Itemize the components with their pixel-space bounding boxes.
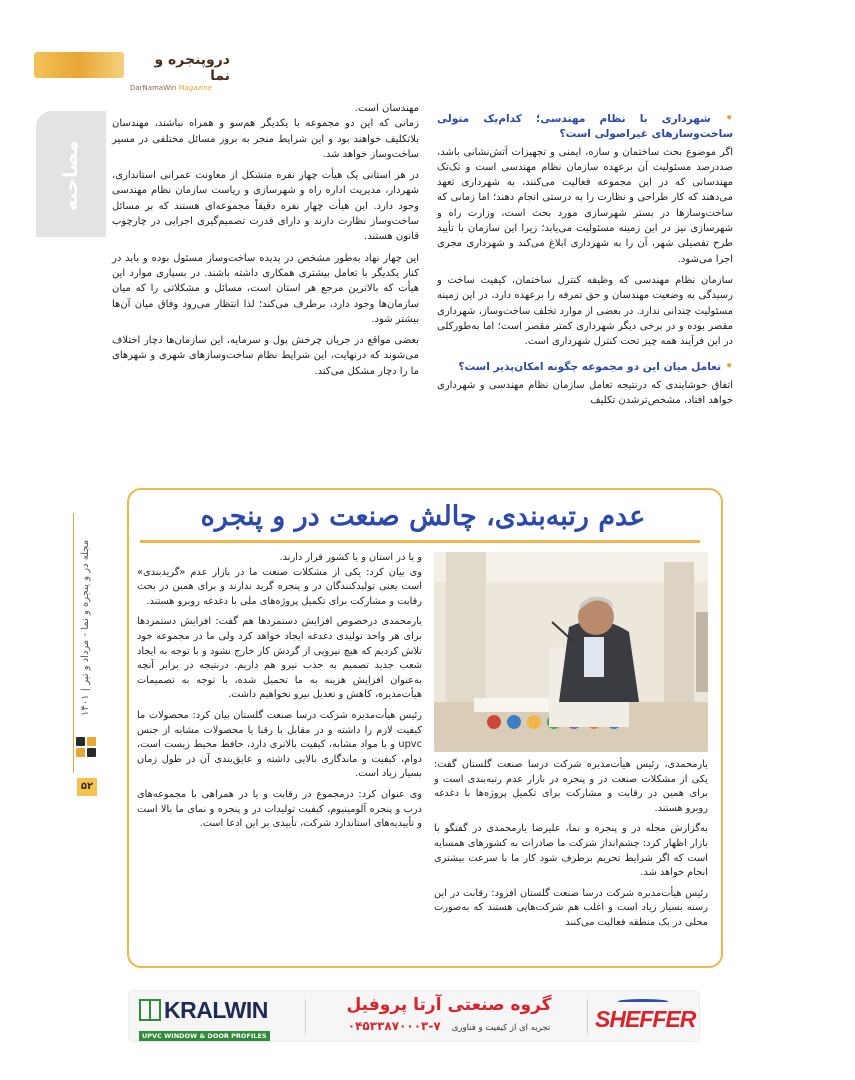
ad-company-name: گروه صنعتی آرتا پروفیل [346,995,552,1015]
feature-left-column [137,551,422,838]
feature-banner [127,490,719,542]
ad-company-block [319,995,579,1034]
advertisement-banner[interactable] [128,990,700,1042]
right-column [437,111,733,414]
right-heading-1-text: شهرداری با نظام مهندسی؛ کدام‌یک متولی ساخت‌وسازهای غیراصولی است؟ [437,113,733,141]
kralwin-logo-mark [139,997,299,1023]
feature-right-column [434,758,708,937]
kralwin-logo [139,996,299,1040]
bullet-icon: • [721,359,733,374]
feature-paragraph: وی عنوان کرد: درمجموع در رقابت و یا در همراهی با مجموعه‌های درب و پنجره آلومینیوم، کیفیت تولیدات در و پنجره و نمای ما بالا است و تأییدیه‌های استاندارد شرکت، تأییدی بر این ادعا است. [137,788,422,830]
page-number: ۵۲ [77,778,97,796]
masthead-subtitle [130,84,230,93]
issue-info: مجله در و پنجره و نما - مرداد و تیر | ۱۴۰۱ [80,540,91,717]
left-paragraph: زمانی که این دو مجموعه با یکدیگر هم‌سو و همراه نباشند، مهندسان بلاتکلیف خواهند بود و این شرایط منجر به بروز مسائل مختلفی در مسیر ساخت‌وساز خواهد شد. [112,118,419,160]
masthead-text [130,52,230,93]
ad-divider [305,999,306,1035]
section-tab [36,111,106,237]
speaker-photo [434,552,708,752]
feature-paragraph: یارمحمدی درخصوص افزایش دستمزدها هم گفت: افزایش دستمزدها برای هر واحد تولیدی دغدغه ایجاد خواهد کرد ولی ما در مجموعه خود تلاش کردیم که هیچ نیرویی از گردش کار خارج نشود و با توجه به ایجاد شعب جدید تصمیم به جذب نیرو هم داریم. درنتیجه در برابر آنچه به‌عنوان افزایش هزینه به ما تحمیل شده، با توجه به تصمیمات هیأت‌مدیره، کاهش و تعدیل نیرو نخواهیم داشت. [137,616,422,701]
feature-paragraph: یارمحمدی، رئیس هیأت‌مدیره شرکت درسا صنعت گلستان گفت: یکی از مشکلات صنعت در و پنجره در بازار عدم رتبه‌بندی است و برای همین در رقابت و مشارکت برای تکمیل پروژه‌ها با دغدغه روبرو هستند. [434,759,708,814]
right-paragraph: سازمان نظام مهندسی که وظیفه کنترل ساختمان، کیفیت ساخت و رسیدگی به وضعیت مهندسان و حق تمرفه را برعهده دارد، در این زمینه مسئولیت چندانی ندارد. در بعضی از موارد تخلف ساخت‌وساز، شهرداری مقصر بوده و در برخی دیگر شهرداری کمتر مقصر است؛ اما به‌طورکلی در این فرآیند همه چیز تحت کنترل شهرداری است. [437,274,733,348]
ad-phone: ۰۴۵۳۳۸۷۰۰۰۳-۷ [347,1019,441,1033]
feature-paragraph: رئیس هیأت‌مدیره شرکت درسا صنعت گلستان بیان کرد: محصولات ما کیفیت لازم را داشته و در مقابل با رقبا یا محصولات مشابه از جنس upvc و یا مواد مشابه، کیفیت بالاتری دارد، حافظ محیط زیست است، دوام، کیفیت و ماندگاری بالایی داشته و عایق‌بندی آن در طول زمان بسیار زیاد است. [137,709,422,780]
right-heading-2-text: تعامل میان این دو مجموعه چگونه امکان‌پذیر است؟ [458,361,722,374]
feature-title-underline [140,540,700,543]
feature-paragraph: رئیس هیأت‌مدیره شرکت درسا صنعت گلستان افزود: رقابت در این رسته بسیار زیاد است و اغلب هم شرکت‌هایی هستند که به‌صورت محلی در یک منطقه فعالیت می‌کنند [434,887,708,928]
feature-title: عدم رتبه‌بندی، چالش صنعت در و پنجره [200,500,646,532]
masthead-brand: DarNamaWin [130,84,177,92]
feature-paragraph: وی بیان کرد: یکی از مشکلات صنعت ما در بازار عدم «گریدبندی» است یعنی تولیدکنندگان در و پنجره گرید ندارند و برای همین در بحث رقابت و مشارکت برای تکمیل پروژه‌های ملی با دغدغه روبرو هستند. [137,566,422,607]
magazine-logo-icon [76,737,98,759]
feature-paragraph: به‌گزارش مجله در و پنجره و نما، علیرضا یارمحمدی در گفتگو با بازار اظهار کرد: چشم‌انداز شرکت ما صادرات به کشورهای همسایه است که اگر شرایط تحریم برطرف شود کار ما با سرعت بیشتری انجام خواهد شد. [434,823,708,879]
right-heading-1 [437,111,733,143]
speaker-photo-illustration [434,552,708,752]
kralwin-tagline: UPVC WINDOW & DOOR PROFILES [139,1031,270,1041]
window-icon [139,999,161,1021]
masthead-magazine: Magazine [178,84,213,92]
left-paragraph: مهندسان است. [354,103,419,114]
left-paragraph: در هر استانی یک هیأت چهار نفره متشکل از معاونت عمرانی استانداری، شهردار، مدیریت اداره راه و شهرسازی و ریاست سازمان نظام مهندسی وجود دارد. این هیأت چهار نفره دقیقاً مجموعه‌ای هستند که بر مسائل ساخت‌وساز نظارت دارند و دارای قدرت تصمیم‌گیری اجرایی در چارچوب قانون هستند. [112,170,419,243]
masthead-title: دروپنجره و نما [154,52,230,84]
ad-contact-line [319,1015,579,1034]
feature-paragraph: و یا در استان و یا کشور قرار دارند. [279,552,422,563]
section-tab-label: مصاحبه [60,140,82,212]
left-paragraph: این چهار نهاد به‌طور مشخص در پدیده ساخت‌وساز مسئول بوده و باید در کنار یکدیگر با تعامل بیشتری همکاری داشته باشند. در بسیاری موارد این هیأت که بالاترین مرجع هر استان است، مسائل و مشکلاتی را که میان سازمان‌ها وجود دارد، برطرف می‌کند؛ لذا انتظار می‌رود وفاق میان آن‌ها بیشتر شود. [112,252,419,325]
sheffer-logo [595,999,696,1035]
left-paragraph: بعضی مواقع در جریان چرخش پول و سرمایه، این سازمان‌ها دچار اختلاف می‌شوند که درنهایت، این شرایط نظام ساخت‌وسازهای شهری و شهرهای ما را دچار مشکل می‌کند. [112,335,419,377]
left-column [112,101,419,385]
ad-slogan: تجربه ای از کیفیت و فناوری [451,1023,551,1033]
ad-divider [587,999,588,1035]
right-paragraph: اتفاق خوشایندی که درنتیجه تعامل سازمان نظام مهندسی و شهرداری خواهد افتاد، مشخص‌ترشدن تکلیف [437,379,733,407]
bullet-icon: • [710,111,733,125]
right-heading-2 [437,359,733,375]
masthead-tile [34,52,124,78]
side-rule [73,513,74,773]
sheffer-name: SHEFFER [595,1006,696,1032]
masthead [34,52,230,92]
right-paragraph: اگر موضوع بحث ساختمان و سازه، ایمنی و تجهیزات آتش‌نشانی باشد، صددرصد مسئولیت آن برعهده سازمان نظام مهندسی است و تک‌تک مهندسانی که در این مجموعه فعالیت می‌کنند، به شهرداری تعهد می‌دهند که کار طراحی و نظارت را به درستی انجام دهند؛ اما زمانی که ساخت‌وسازها در بستر شهرسازی مورد بحث است، وزارت راه و شهرسازی نیز در این زمینه مسئولیت می‌یابد؛ زیرا این سازمان با تأیید طرح تفصیلی شهر، آن را به شهرداری ابلاغ می‌کند و شهرداری مجری اجرا می‌شود. [437,146,733,265]
kralwin-name: KRALWIN [164,996,268,1023]
